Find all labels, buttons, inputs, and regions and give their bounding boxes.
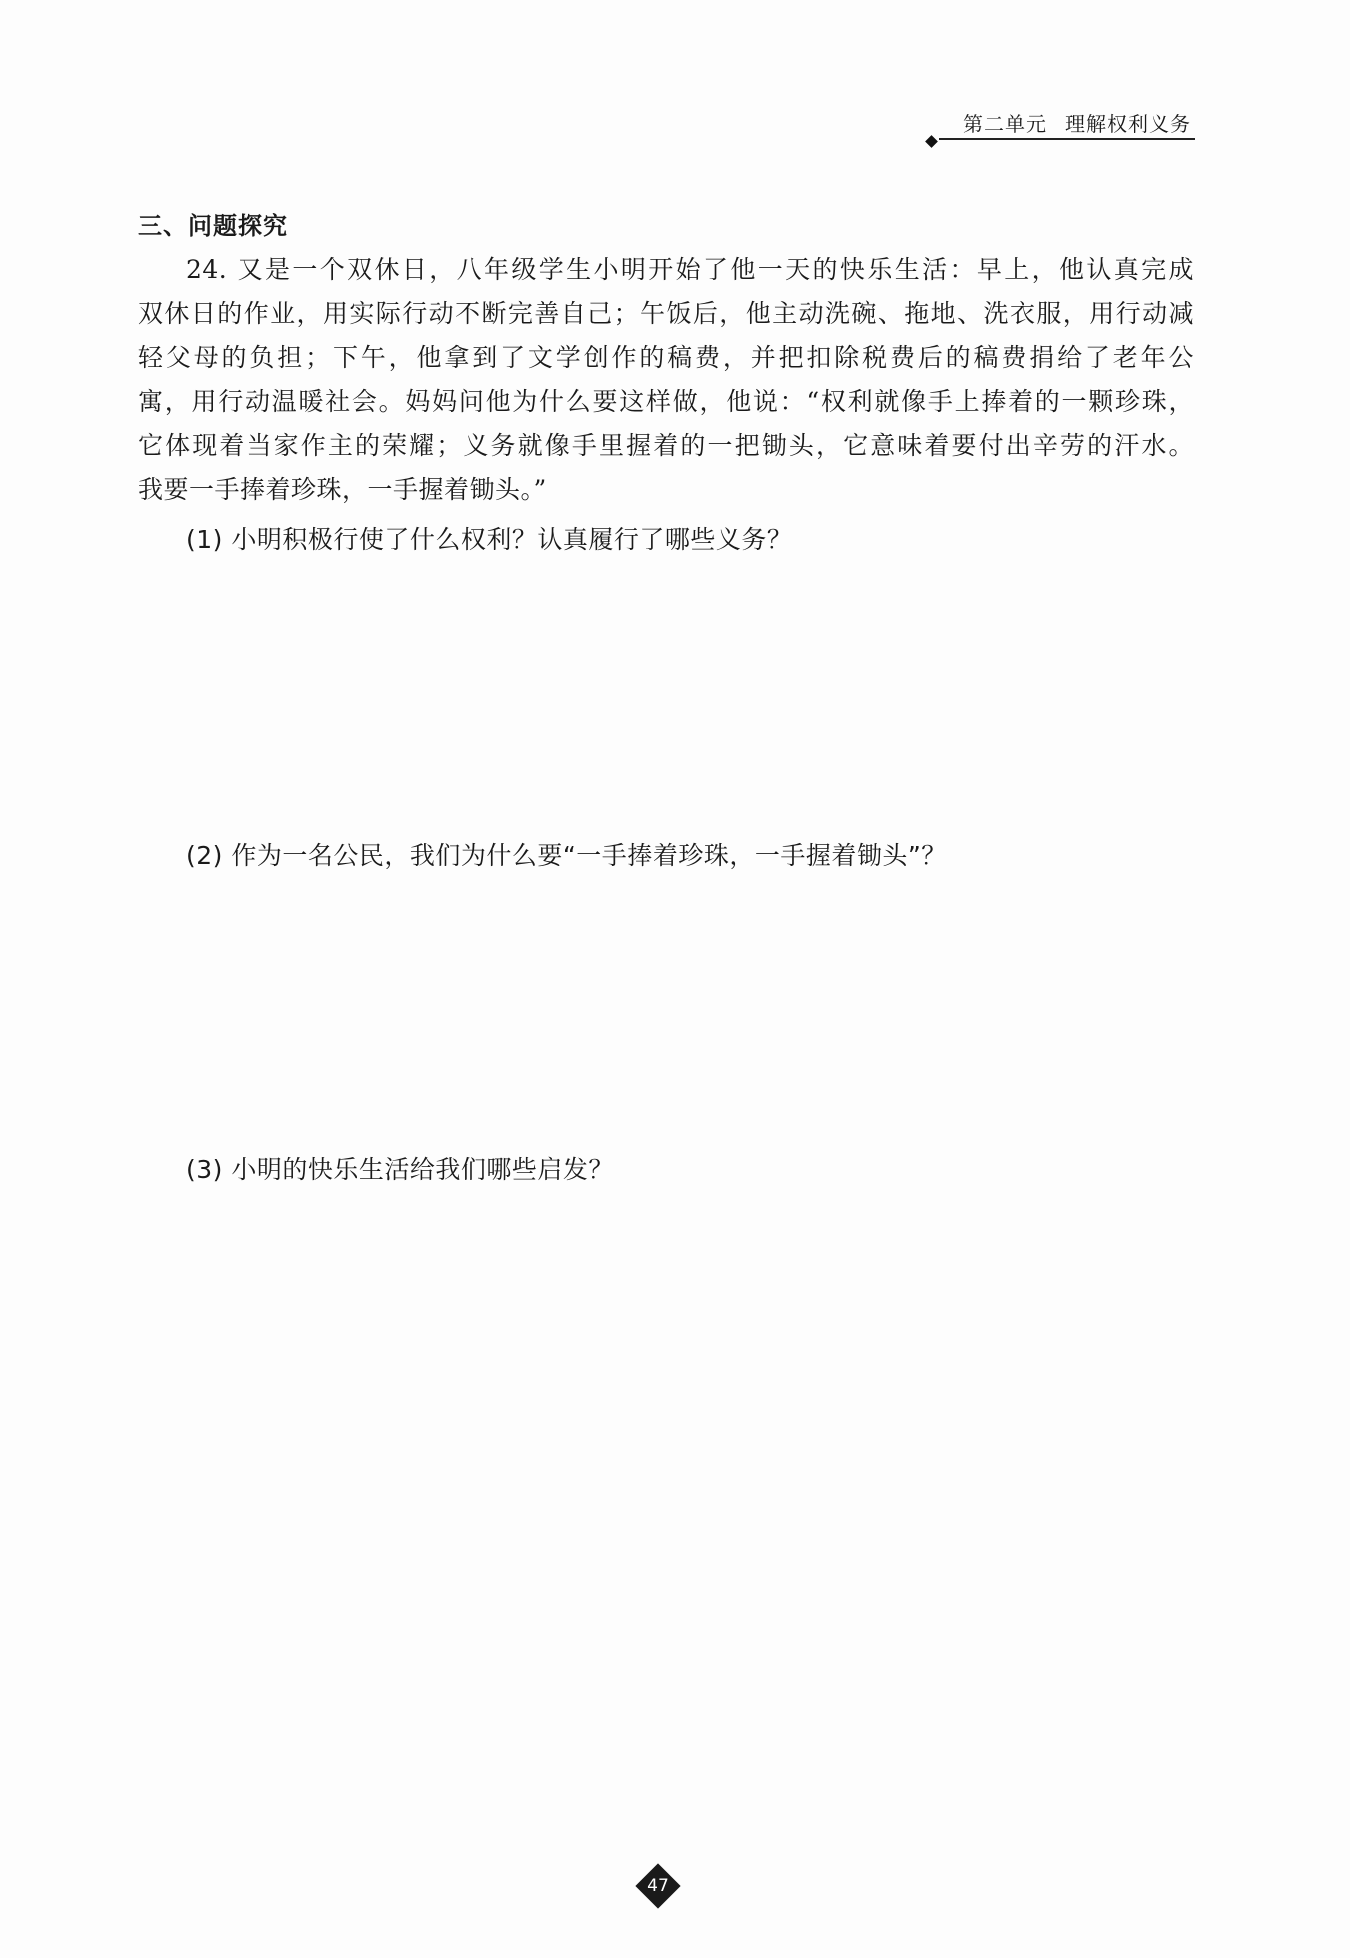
header-text — [963, 108, 1191, 137]
question-line-1: 24. 又是一个双休日，八年级学生小明开始了他一天的快乐生活：早上，他认真完成 — [186, 255, 1194, 284]
question-line-6: 我要一手捧着珍珠，一手握着锄头。” — [138, 475, 547, 504]
header-unit: 第二单元 — [963, 112, 1047, 136]
answer-area-1[interactable] — [138, 570, 1194, 830]
running-header — [925, 108, 1195, 144]
answer-area-2[interactable] — [138, 886, 1194, 1146]
section-title: 三、问题探究 — [138, 212, 288, 240]
question-line-4: 寓，用行动温暖社会。妈妈问他为什么要这样做，他说：“权利就像手上捧着的一颗珍珠， — [138, 387, 1194, 416]
answer-area-3[interactable] — [138, 1200, 1194, 1840]
page-number: 47 — [647, 1876, 669, 1896]
sub-question-3: (3) 小明的快乐生活给我们哪些启发？ — [186, 1155, 614, 1184]
header-rule — [939, 138, 1195, 140]
header-title: 理解权利义务 — [1065, 112, 1191, 136]
question-line-3: 轻父母的负担；下午，他拿到了文学创作的稿费，并把扣除税费后的稿费捐给了老年公 — [138, 343, 1194, 372]
question-line-2: 双休日的作业，用实际行动不断完善自己；午饭后，他主动洗碗、拖地、洗衣服，用行动减 — [138, 299, 1194, 328]
page-number-badge — [636, 1864, 680, 1908]
question-line-5: 它体现着当家作主的荣耀；义务就像手里握着的一把锄头，它意味着要付出辛劳的汗水。 — [138, 431, 1194, 460]
sub-question-1: (1) 小明积极行使了什么权利？认真履行了哪些义务？ — [186, 525, 793, 554]
sub-question-2: (2) 作为一名公民，我们为什么要“一手捧着珍珠，一手握着锄头”？ — [186, 841, 947, 870]
header-diamond-icon — [925, 135, 938, 148]
